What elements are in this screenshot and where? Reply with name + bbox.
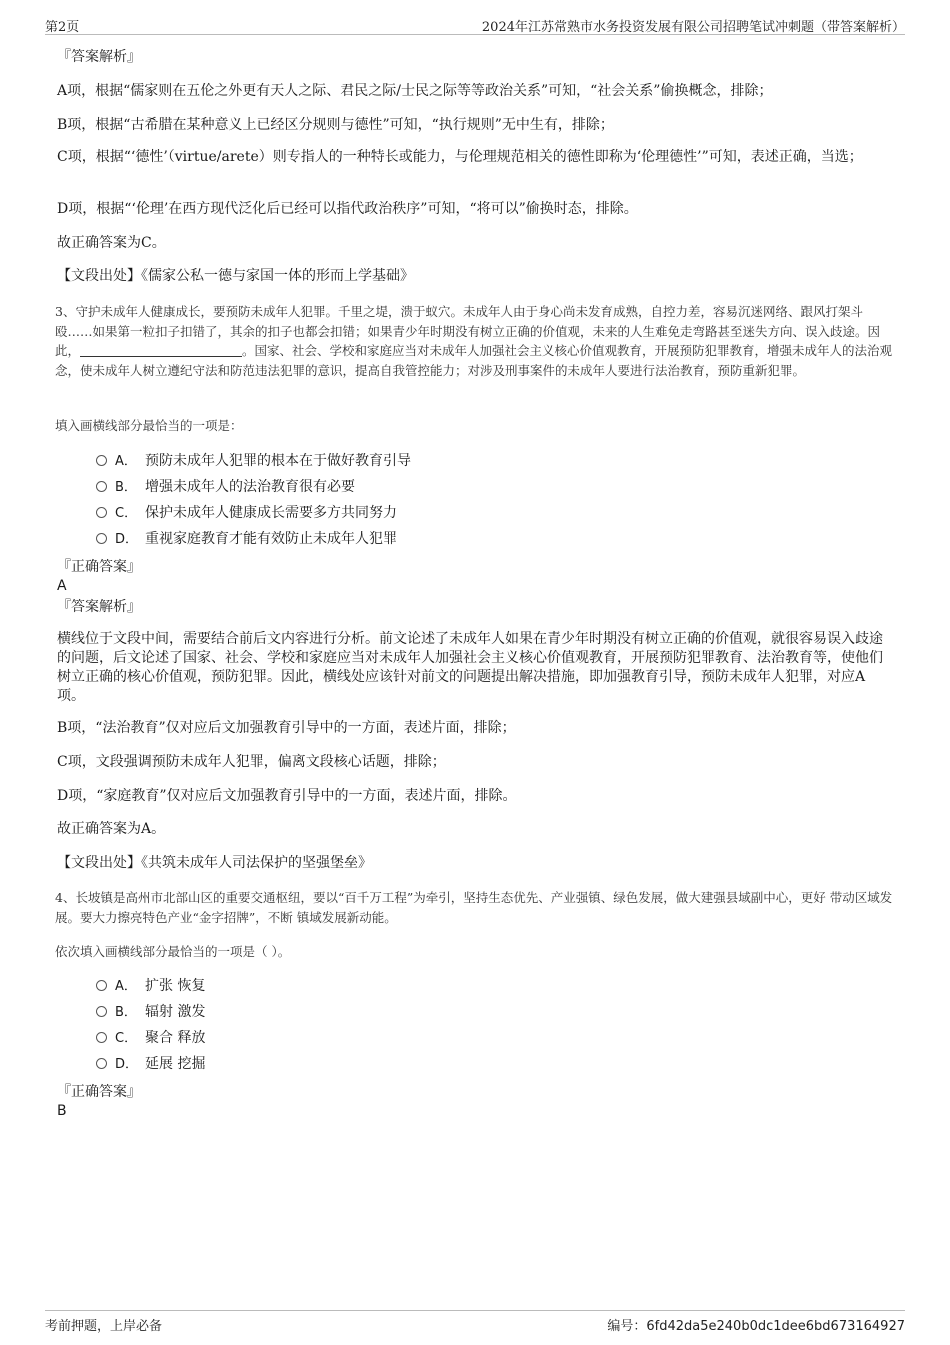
document-code: 编号：6fd42da5e240b0dc1dee6bd673164927 (607, 1319, 905, 1334)
footer-slogan: 考前押题，上岸必备 (45, 1319, 163, 1334)
q3-prompt: 填入画横线部分最恰当的一项是： (55, 418, 243, 433)
radio-icon[interactable] (96, 481, 107, 492)
page-footer (45, 1310, 905, 1334)
q4-stem: 4、长坡镇是高州市北部山区的重要交通枢纽，要以“百千万工程”为牵引，坚持生态优先、产业强镇、绿色发展，做大建强县域副中心，更好 带动区域发展。要大力擦亮特色产业“金字招牌”，不断 镇域发展新动能。 (55, 890, 893, 925)
radio-icon[interactable] (96, 1058, 107, 1069)
q3-explain-c: C项，文段强调预防未成年人犯罪，偏离文段核心话题，排除； (57, 754, 446, 770)
radio-icon[interactable] (96, 533, 107, 544)
q3-conclusion: 故正确答案为A。 (57, 821, 166, 837)
radio-icon[interactable] (96, 980, 107, 991)
q2-explain-b: B项，根据“古希腊在某种意义上已经区分规则与德性”可知，“执行规则”无中生有，排除； (57, 117, 614, 133)
radio-icon[interactable] (96, 1032, 107, 1043)
q4-option-d[interactable]: D． 延展 挖掘 (96, 1054, 205, 1074)
radio-icon[interactable] (96, 1006, 107, 1017)
q3-option-c[interactable]: C． 保护未成年人健康成长需要多方共同努力 (96, 503, 397, 523)
q4-answer: B (57, 1103, 67, 1119)
radio-icon[interactable] (96, 455, 107, 466)
radio-icon[interactable] (96, 507, 107, 518)
q3-option-b[interactable]: B． 增强未成年人的法治教育很有必要 (96, 477, 355, 497)
q3-source: 【文段出处】《共筑未成年人司法保护的坚强堡垒》 (57, 855, 372, 871)
q3-explain-d: D项，“家庭教育”仅对应后文加强教育引导中的一方面，表述片面，排除。 (57, 788, 517, 804)
q3-explain-label: 『答案解析』 (57, 599, 141, 615)
q3-option-d[interactable]: D． 重视家庭教育才能有效防止未成年人犯罪 (96, 529, 397, 549)
q4-option-a[interactable]: A． 扩张 恢复 (96, 976, 205, 996)
q3-stem-after: 。国家、社会、学校和家庭应当对未成年人加强社会主义核心价值观教育，开展预防犯罪教育，增强未成年人的法治观念，使未成年人树立遵纪守法和防范违法犯罪的意识，提高自我管控能力；对涉及刑事案件的未成年人要进行法治教育，预防重新犯罪。 (55, 343, 893, 378)
q4-option-b[interactable]: B． 辐射 激发 (96, 1002, 205, 1022)
q3-stem (55, 302, 895, 380)
q3-explain-main: 横线位于文段中间，需要结合前后文内容进行分析。前文论述了未成年人如果在青少年时期没有树立正确的价值观，就很容易误入歧途的问题，后文论述了国家、社会、学校和家庭应当对未成年人加强社会主义核心价值观教育，开展预防犯罪教育、法治教育等，使他们树立正确的核心价值观，预防犯罪。因此，横线处应该针对前文的问题提出解决措施，即加强教育引导，预防未成年人犯罪，对应A项。 (57, 631, 883, 704)
q2-explain-a: A项，根据“儒家则在五伦之外更有天人之际、君民之际/士民之际等等政治关系”可知，“社会关系”偷换概念，排除； (57, 83, 773, 99)
q2-explain-c: C项，根据“‘德性’（virtue/arete）则专指人的一种特长或能力，与伦理规范相关的德性即称为‘伦理德性’”可知，表述正确，当选； (57, 149, 863, 165)
q3-option-a[interactable]: A． 预防未成年人犯罪的根本在于做好教育引导 (96, 451, 411, 471)
q3-explain-b: B项，“法治教育”仅对应后文加强教育引导中的一方面，表述片面，排除； (57, 720, 516, 736)
page-header (45, 14, 905, 35)
q4-prompt: 依次填入画横线部分最恰当的一项是（ ）。 (55, 944, 291, 959)
q3-answer: A (57, 578, 67, 594)
q4-option-c[interactable]: C． 聚合 释放 (96, 1028, 205, 1048)
q3-blank (80, 344, 242, 357)
q2-source: 【文段出处】《儒家公私一德与家国一体的形而上学基础》 (57, 268, 414, 284)
q2-explain-label: 『答案解析』 (57, 49, 141, 65)
q2-explain-d: D项，根据“‘伦理’在西方现代泛化后已经可以指代政治秩序”可知，“将可以”偷换时态，排除。 (57, 201, 638, 217)
document-title: 2024年江苏常熟市水务投资发展有限公司招聘笔试冲刺题（带答案解析） (481, 20, 905, 35)
q3-stem-before: 3、守护未成年人健康成长，要预防未成年人犯罪。千里之堤，溃于蚁穴。未成年人由于身心尚未发育成熟，自控力差，容易沉迷网络、跟风打架斗殴……如果第一粒扣子扣错了，其余的扣子也都会扣错；如果青少年时期没有树立正确的价值观，未来的人生难免走弯路甚至迷失方向、误入歧途。因此， (55, 304, 881, 358)
q4-answer-label: 『正确答案』 (57, 1084, 141, 1100)
q2-conclusion: 故正确答案为C。 (57, 235, 166, 251)
page-number: 第2页 (45, 20, 80, 35)
q3-answer-label: 『正确答案』 (57, 559, 141, 575)
